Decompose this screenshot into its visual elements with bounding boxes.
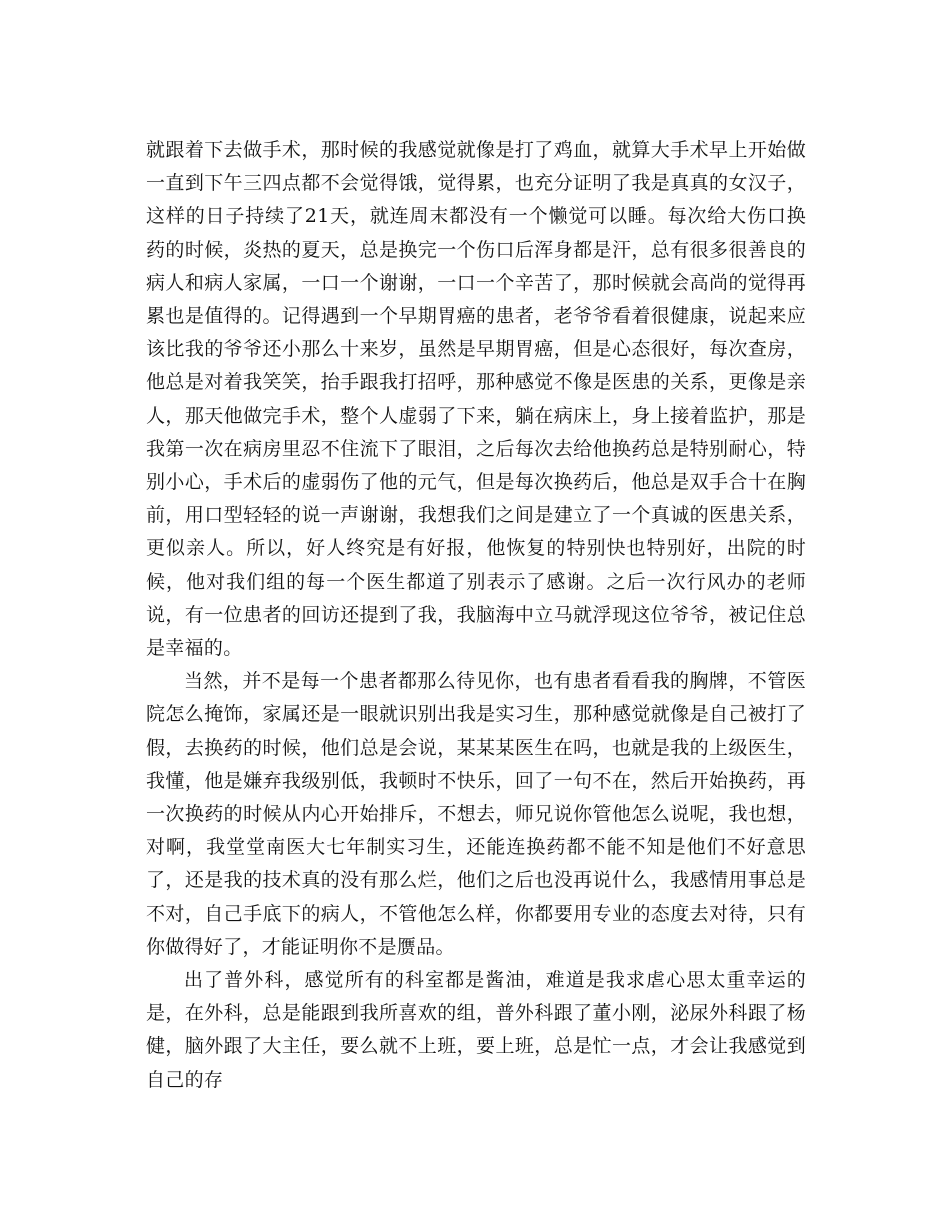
- paragraph-2: 当然，并不是每一个患者都那么待见你，也有患者看看我的胸牌，不管医院怎么掩饰，家属还是一眼就识别出我是实习生，那种感觉就像是自己被打了假，去换药的时候，他们总是会说，某某某医生在吗，也就是我的上级医生，我懂，他是嫌弃我级别低，我顿时不快乐，回了一句不在，然后开始换药，再一次换药的时候从内心开始排斥，不想去，师兄说你管他怎么说呢，我也想，对啊，我堂堂南医大七年制实习生，还能连换药都不能不知是他们不好意思了，还是我的技术真的没有那么烂，他们之后也没再说什么，我感情用事总是不对，自己手底下的病人，不管他怎么样，你都要用专业的态度去对待，只有你做得好了，才能证明你不是赝品。: [146, 670, 806, 958]
- paragraph-1: 就跟着下去做手术，那时候的我感觉就像是打了鸡血，就算大手术早上开始做一直到下午三四点都不会觉得饿，觉得累，也充分证明了我是真真的女汉子，这样的日子持续了21天，就连周末都没有一个懒觉可以睡。每次给大伤口换药的时候，炎热的夏天，总是换完一个伤口后浑身都是汗，总有很多很善良的病人和病人家属，一口一个谢谢，一口一个辛苦了，那时候就会高尚的觉得再累也是值得的。记得遇到一个早期胃癌的患者，老爷爷看着很健康，说起来应该比我的爷爷还小那么十来岁，虽然是早期胃癌，但是心态很好，每次查房，他总是对着我笑笑，抬手跟我打招呼，那种感觉不像是医患的关系，更像是亲人，那天他做完手术，整个人虚弱了下来，躺在病床上，身上接着监护，那是我第一次在病房里忍不住流下了眼泪，之后每次去给他换药总是特别耐心，特别小心，手术后的虚弱伤了他的元气，但是每次换药后，他总是双手合十在胸前，用口型轻轻的说一声谢谢，我想我们之间是建立了一个真诚的医患关系，更似亲人。所以，好人终究是有好报，他恢复的特别快也特别好，出院的时候，他对我们组的每一个医生都道了别表示了感谢。之后一次行风办的老师说，有一位患者的回访还提到了我，我脑海中立马就浮现这位爷爷，被记住总是幸福的。: [146, 139, 806, 660]
- paragraph-3: 出了普外科，感觉所有的科室都是酱油，难道是我求虐心思太重幸运的是，在外科，总是能跟到我所喜欢的组，普外科跟了董小刚，泌尿外科跟了杨健，脑外跟了大主任，要么就不上班，要上班，总是忙一点，才会让我感觉到自己的存: [146, 969, 806, 1091]
- document-body: [146, 134, 806, 1097]
